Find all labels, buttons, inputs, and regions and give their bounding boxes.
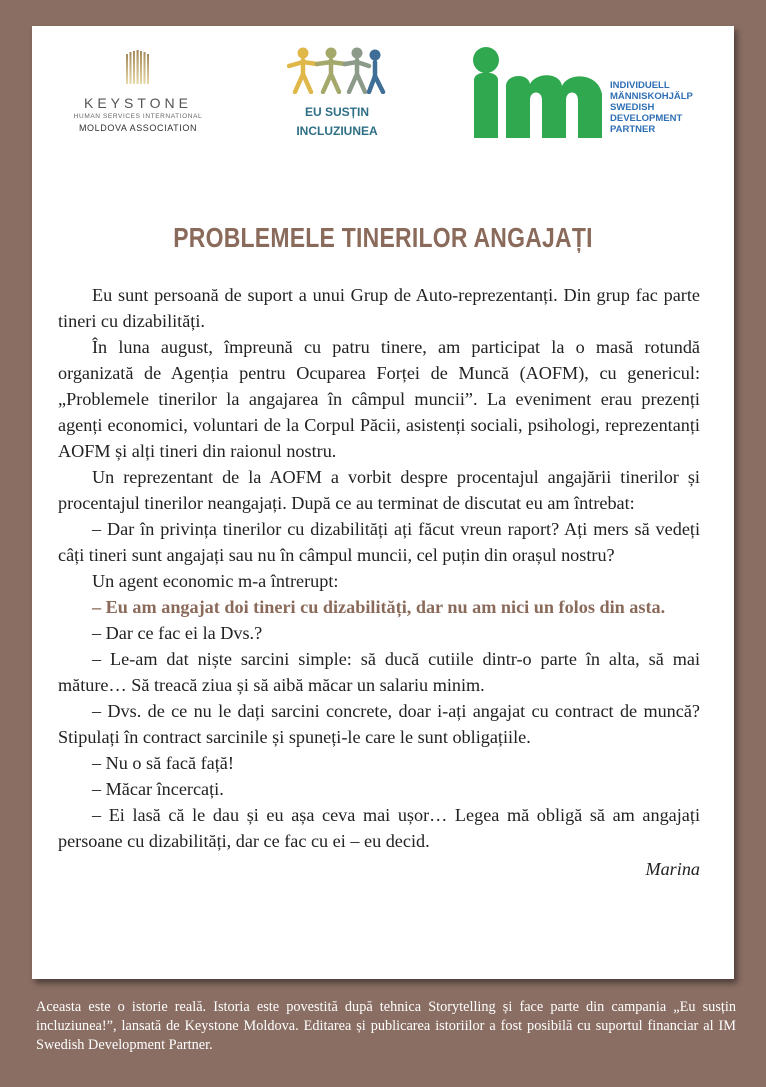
document-page	[32, 26, 734, 979]
paragraph: – Le-am dat niște sarcini simple: să ducă cutiile dintr-o parte în alta, să mai măture… Să treacă ziua și să aibă măcar un salariu minim.	[58, 649, 700, 695]
keystone-name: KEYSTONE	[84, 95, 192, 111]
im-text-line3: SWEDISH	[610, 102, 655, 113]
im-text-line2: MÄNNISKOHJÄLP	[610, 91, 693, 102]
eu-logo-line1: EU SUSȚIN	[304, 105, 369, 119]
keystone-division: MOLDOVA ASSOCIATION	[78, 123, 198, 133]
paragraph: – Dar în privința tinerilor cu dizabilități ați făcut vreun raport? Ați mers să vedeți câți tineri sunt angajați sau nu în câmpul muncii, cel puțin din orașul nostru?	[58, 519, 700, 565]
eu-logo-line2: INCLUZIUNEA	[296, 124, 378, 138]
im-letters-icon	[468, 46, 608, 142]
eu-sustin-logo	[272, 46, 402, 141]
author-signature: Marina	[645, 859, 700, 879]
paragraph: – Dar ce fac ei la Dvs.?	[92, 623, 263, 643]
paragraph: – Ei lasă că le dau și eu așa ceva mai ușor… Legea mă obligă să am angajați persoane cu dizabilități, dar ce fac cu ei – eu decid.	[58, 805, 700, 851]
article-body	[58, 282, 700, 882]
paragraph: – Nu o să facă față!	[92, 753, 234, 773]
keystone-emblem-icon	[124, 50, 152, 86]
paragraph: Un agent economic m-a întrerupt:	[92, 571, 339, 591]
paragraph: Eu sunt persoană de suport a unui Grup de Auto-reprezentanți. Din grup fac parte tineri cu dizabilități.	[58, 285, 700, 331]
paragraph: – Măcar încercați.	[92, 779, 224, 799]
im-logo	[468, 46, 718, 146]
im-text-line5: PARTNER	[610, 124, 656, 135]
people-holding-hands-icon	[287, 46, 387, 94]
paragraph: În luna august, împreună cu patru tinere, am participat la o masă rotundă organizată de Agenția pentru Ocuparea Forței de Muncă (AOFM), cu genericul: „Problemele tinerilor la angajarea în câmpul muncii”. La eveniment erau prezenți agenți economici, voluntari de la Corpul Păcii, asistenți sociali, psihologi, reprezentanți AOFM și alți tineri din raionul nostru.	[58, 337, 700, 461]
article-title: PROBLEMELE TINERILOR ANGAJAȚI	[173, 222, 593, 253]
im-text-line4: DEVELOPMENT	[610, 113, 683, 124]
keystone-logo	[68, 50, 208, 133]
paragraph: – Dvs. de ce nu le dați sarcini concrete, doar i-ați angajat cu contract de muncă? Stipulați în contract sarcinile și spuneți-le care le sunt obligațiile.	[58, 701, 700, 747]
highlighted-quote: – Eu am angajat doi tineri cu dizabilități, dar nu am nici un folos din asta.	[92, 597, 666, 617]
paragraph: Un reprezentant de la AOFM a vorbit despre procentajul angajării tinerilor și procentajul tinerilor neangajați. După ce au terminat de discutat eu am întrebat:	[58, 467, 700, 513]
keystone-subtitle: HUMAN SERVICES INTERNATIONAL	[73, 113, 203, 120]
footer-note: Aceasta este o istorie reală. Istoria este povestită după tehnica Storytelling și face parte din campania „Eu susțin incluziunea!”, lansată de Keystone Moldova. Editarea și publicarea istoriilor a fost posibilă cu suportul financiar al IM Swedish Development Partner.	[36, 999, 736, 1053]
im-text-line1: INDIVIDUELL	[610, 80, 670, 91]
